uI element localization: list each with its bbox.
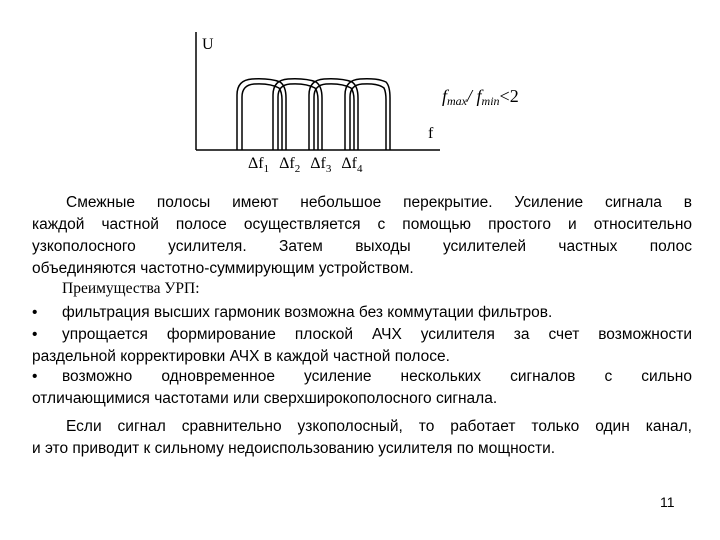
band-label-4 bbox=[341, 155, 363, 176]
band-label-3 bbox=[310, 155, 332, 176]
band-curve-4-inner bbox=[350, 84, 386, 150]
page-number: 11 bbox=[660, 494, 675, 510]
paragraph-line: и это приводит к сильному недоиспользованию усилителя по мощности. bbox=[32, 440, 556, 457]
band-curve-2-inner bbox=[278, 84, 318, 150]
bullet-text: возможно одновременное усиление нескольких сигналов с сильно bbox=[62, 368, 692, 385]
paragraph-line: объединяются частотно-суммирующим устройством. bbox=[32, 260, 414, 277]
f-axis-label: f bbox=[428, 125, 434, 142]
ratio-f2: f bbox=[476, 86, 482, 106]
bullet-text: упрощается формирование плоской АЧХ усилителя за счет возможности bbox=[62, 326, 692, 343]
paragraph-line: Смежные полосы имеют небольшое перекрытие. Усиление сигнала в bbox=[66, 194, 692, 211]
band-delta: Δf bbox=[310, 155, 326, 172]
bullet-text: раздельной корректировки АЧХ в каждой частной полосе. bbox=[32, 348, 450, 365]
ratio-sub-min: min bbox=[481, 94, 500, 108]
bullet-mark: • bbox=[32, 326, 38, 343]
bullet-mark: • bbox=[32, 368, 38, 385]
band-delta: Δf bbox=[248, 155, 264, 172]
band-delta: Δf bbox=[279, 155, 295, 172]
band-label-1 bbox=[248, 155, 270, 176]
band-sub: 4 bbox=[357, 163, 363, 176]
band-curve-3-inner bbox=[314, 84, 354, 150]
band-sub: 1 bbox=[263, 163, 270, 176]
paragraph-overlap bbox=[32, 192, 692, 280]
paragraph-line: Если сигнал сравнительно узкополосный, то работает только один канал, bbox=[66, 418, 692, 435]
frequency-ratio bbox=[442, 86, 519, 109]
band-labels bbox=[248, 155, 369, 175]
paragraph-narrowband bbox=[32, 416, 692, 460]
advantages-title: Преимущества УРП: bbox=[62, 280, 200, 297]
bullet-text: отличающимися частотами или сверхширокополосного сигнала. bbox=[32, 390, 498, 407]
ratio-sub-max: max bbox=[447, 94, 468, 108]
bullet-flat-response bbox=[32, 324, 692, 368]
band-delta: Δf bbox=[341, 155, 357, 172]
band-label-2 bbox=[279, 155, 301, 176]
band-sub: 3 bbox=[325, 163, 332, 176]
band-curve-1-inner bbox=[242, 84, 282, 150]
band-sub: 2 bbox=[294, 163, 301, 176]
bullet-text: фильтрация высших гармоник возможна без коммутации фильтров. bbox=[62, 304, 553, 321]
ratio-tail: <2 bbox=[499, 86, 519, 106]
paragraph-line: узкополосного усилителя. Затем выходы усилителей частных полос bbox=[32, 238, 692, 255]
ratio-f1: f bbox=[442, 86, 448, 106]
bullet-mark: • bbox=[32, 304, 38, 321]
bullet-filtering bbox=[32, 302, 692, 324]
paragraph-line: каждой частной полосе осуществляется с помощью простого и относительно bbox=[32, 216, 692, 233]
band-curves bbox=[237, 79, 390, 150]
bullet-simultaneous bbox=[32, 366, 692, 410]
u-axis-label: U bbox=[202, 36, 214, 53]
ratio-slash: / bbox=[467, 86, 477, 106]
